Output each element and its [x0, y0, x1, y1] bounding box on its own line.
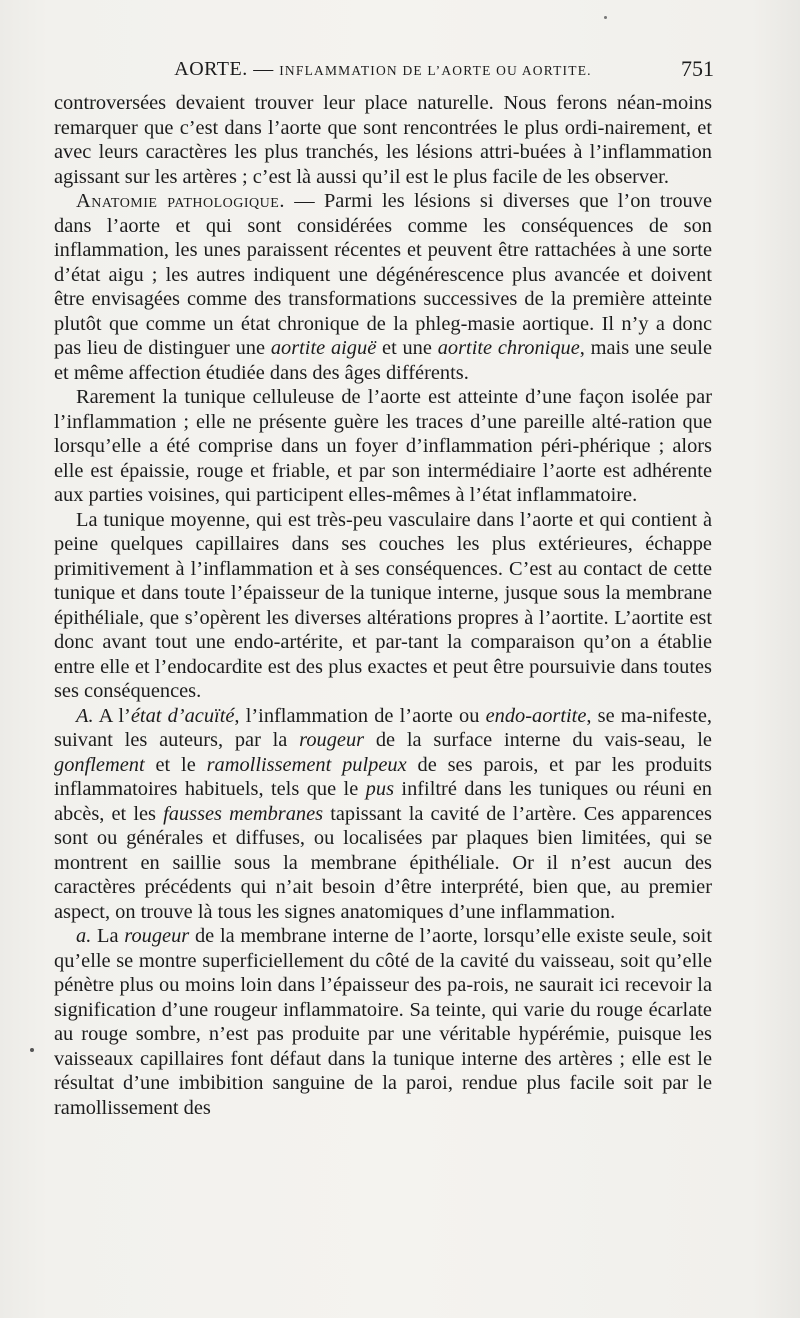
italic-run: aortite aiguë — [270, 337, 377, 359]
italic-run: rougeur — [299, 729, 365, 751]
italic-run: état d’acuïté — [130, 704, 235, 727]
text-run: — Parmi les lésions si diverses que l’on trouve dans l’aorte et qui sont considérées comme les conséquences de son inflammation, les unes paraissent récentes et peuvent être rattachées à une sorte d’état aigu ; les autres indiquent une dégénérescence plus avancée et doivent être envisagées comme des transformations successives de la première atteinte plutôt que comme un état chronique de la phleg-masie aortique. Il n’y a donc pas lieu de distinguer une — [54, 190, 712, 359]
text-run: tapissant la cavité de l’artère. Ces apparences sont ou générales et diffuses, ou localisées par plaques bien limitées, qui se montrent en saillie sous la membrane épithéliale. Or il n’est aucun des caractères précédents qui n’ait besoin d’être interprété, bien que, au premier aspect, on trouve là tous les signes anatomiques d’une inflammation. — [54, 802, 712, 923]
paragraph-intro — [54, 91, 712, 189]
running-title-sub: INFLAMMATION DE L’AORTE OU AORTITE. — [279, 63, 592, 78]
text-run: de la surface interne du vais-seau, le — [364, 729, 712, 751]
italic-run: ramollissement pulpeux — [206, 753, 407, 776]
italic-run: fausses membranes — [163, 802, 324, 825]
running-title-main: AORTE. — [174, 58, 248, 80]
paragraph-anatomie — [54, 189, 712, 385]
italic-run: endo-aortite — [485, 704, 587, 727]
italic-run: A. — [76, 704, 94, 727]
page-number: 751 — [681, 56, 714, 81]
text-run: controversées devaient trouver leur place naturelle. Nous ferons néan-moins remarquer que c’est dans l’aorte que sont rencontrées le plus ordi-nairement, et avec leurs caractères les plus tranchés, les lésions attri-buées à l’inflammation agissant sur les artères ; c’est là aussi qu’il est le plus facile de les observer. — [54, 92, 712, 188]
paragraph-rougeur — [54, 924, 712, 1120]
paragraph-etat-acuite — [54, 704, 712, 925]
margin-mark — [30, 1048, 34, 1052]
text-run: Rarement la tunique celluleuse de l’aorte est atteinte d’une façon isolée par l’inflammation ; elle ne présente guère les traces d’une pareille alté-ration que lorsqu’elle a été comprise dans un foyer d’inflammation péri-phérique ; alors elle est épaissie, rouge et friable, et par son intermédiaire l’aorte est adhérente aux parties voisines, qui participent elles-mêmes à l’état inflammatoire. — [54, 386, 712, 506]
text-run: A l’ — [93, 704, 131, 727]
section-heading: Anatomie pathologique. — [76, 190, 285, 212]
italic-run: rougeur — [124, 925, 190, 947]
text-run: La — [91, 925, 125, 947]
italic-run: aortite chronique — [437, 337, 580, 359]
text-run: infiltré dans les tuniques ou réuni en abcès, et les — [54, 778, 712, 825]
running-head — [54, 56, 712, 88]
paragraph-tunique-celluleuse — [54, 385, 712, 508]
text-run: de la membrane interne de l’aorte, lorsqu’elle existe seule, soit qu’elle se montre superficiellement du côté de la cavité du vaisseau, soit qu’elle pénètre plus ou moins loin dans l’épaisseur des pa-rois, ne saurait ici recevoir la signification d’une rougeur inflammatoire. Sa teinte, qui varie du rouge écarlate au rouge sombre, n’est pas produite par une véritable hypérémie, puisque les vaisseaux capillaires font défaut dans la tunique interne des artères ; elle est le résultat d’une imbibition sanguine de la paroi, rendue plus facile soit par le ramollissement des — [54, 925, 712, 1119]
text-run: et le — [144, 753, 207, 776]
italic-run: a. — [76, 925, 92, 947]
text-run: , mais une seule et même affection étudiée dans des âges différents. — [54, 337, 712, 384]
running-title — [54, 58, 712, 81]
text-run: , l’inflammation de l’aorte ou — [234, 704, 486, 727]
running-title-separator: — — [247, 58, 280, 80]
text-run: et une — [376, 337, 438, 359]
italic-run: gonflement — [54, 753, 145, 776]
ink-speck — [604, 16, 607, 19]
text-run: de ses parois, et par les produits inflammatoires habituels, tels que le — [54, 753, 712, 800]
italic-run: pus — [365, 778, 394, 800]
text-run: La tunique moyenne, qui est très-peu vasculaire dans l’aorte et qui contient à peine quelques capillaires dans ses couches les plus extérieures, échappe primitivement à l’inflammation et à ses conséquences. C’est au contact de cette tunique et dans toute l’épaisseur de la tunique interne, jusque sous la membrane épithéliale, que s’opèrent les diverses altérations propres à l’aortite. L’aortite est donc avant tout une endo-artérite, et par-tant la comparaison qu’on a établie entre elle et l’endocardite est des plus exactes et peut être poursuivie dans toutes ses conséquences. — [54, 508, 712, 702]
paragraph-tunique-moyenne — [54, 508, 712, 704]
text-run: , se ma-nifeste, suivant les auteurs, par la — [54, 704, 712, 751]
body-text — [54, 91, 712, 1120]
